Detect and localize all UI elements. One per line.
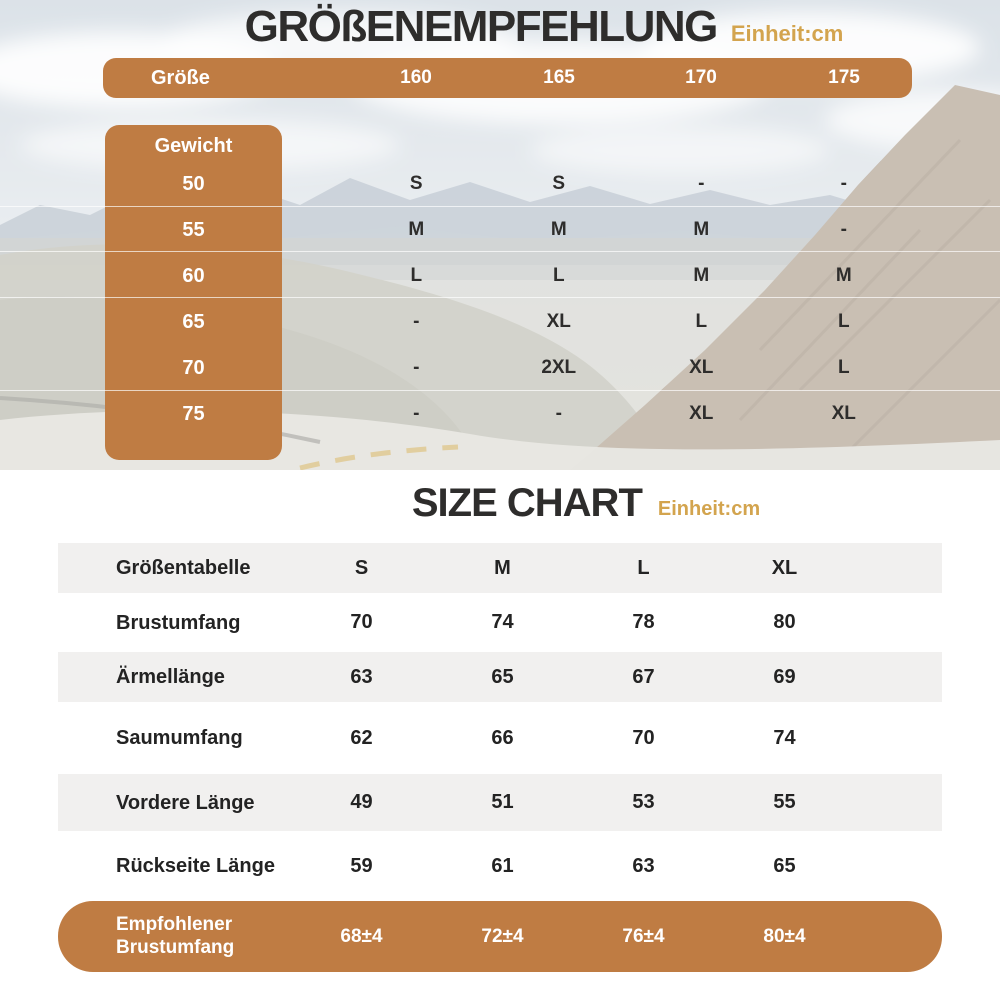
table-row	[58, 652, 942, 702]
row-value: 65	[491, 665, 514, 688]
height-value-160: 160	[400, 67, 432, 88]
row-value: 80	[773, 611, 796, 633]
row-value: 74	[491, 611, 514, 633]
size-cell: M	[408, 219, 425, 240]
row-value: 67	[632, 665, 655, 688]
height-value-170: 170	[685, 67, 717, 88]
size-chart-table	[58, 543, 942, 972]
size-cell: M	[693, 265, 710, 286]
row-value: 66	[491, 726, 514, 749]
height-value-165: 165	[543, 67, 575, 88]
size-chart-header	[86, 478, 1000, 528]
column-header: L	[637, 556, 650, 579]
column-header: M	[494, 556, 511, 579]
row-label: Saumumfang	[116, 727, 243, 749]
size-cell: L	[837, 357, 850, 378]
row-value: 72±4	[481, 925, 524, 947]
size-cell: -	[555, 403, 562, 424]
size-recommendation-header	[44, 2, 1000, 53]
row-value: 68±4	[340, 925, 383, 947]
row-label: Empfohlener Brustumfang	[116, 913, 235, 958]
size-cell: -	[840, 219, 847, 240]
row-value: 70	[632, 726, 655, 749]
row-value: 55	[773, 791, 796, 813]
row-value: 59	[350, 854, 373, 877]
row-value: 63	[350, 665, 373, 688]
row-value: 61	[491, 854, 514, 877]
table-row	[58, 774, 942, 831]
size-cell: -	[698, 173, 705, 194]
size-chart-title: SIZE CHART	[411, 481, 642, 525]
row-value: 70	[350, 611, 373, 633]
weight-value: 70	[182, 356, 205, 379]
size-cell: -	[413, 403, 420, 424]
row-value: 78	[632, 611, 655, 633]
size-cell: L	[695, 311, 708, 332]
row-label: Größentabelle	[116, 557, 251, 579]
weight-value: 60	[182, 264, 205, 287]
size-cell: M	[835, 265, 852, 286]
unit-label-bottom: Einheit:cm	[657, 497, 761, 520]
size-cell: M	[550, 219, 567, 240]
weight-label: Gewicht	[154, 134, 233, 157]
row-label: Brustumfang	[116, 611, 241, 634]
size-cell: M	[693, 219, 710, 240]
height-value-175: 175	[828, 67, 860, 88]
column-header: S	[354, 556, 369, 579]
size-cell: L	[410, 265, 423, 286]
size-matrix	[345, 161, 915, 437]
row-value: 62	[350, 726, 373, 749]
size-cell: -	[413, 357, 420, 378]
row-value: 63	[632, 854, 655, 877]
row-value: 76±4	[622, 925, 665, 947]
size-cell: XL	[831, 403, 856, 424]
table-header-row	[58, 543, 942, 593]
size-cell: XL	[689, 403, 714, 424]
weight-value: 55	[182, 218, 205, 241]
row-value: 53	[632, 791, 655, 813]
row-value: 80±4	[763, 925, 806, 947]
size-cell: S	[552, 173, 566, 194]
weight-value: 75	[182, 402, 205, 425]
recommended-chest-row	[58, 901, 942, 972]
row-value: 49	[350, 791, 373, 813]
row-value: 65	[773, 854, 796, 877]
height-header-bar	[103, 58, 912, 98]
table-row	[58, 702, 942, 774]
row-value: 69	[773, 665, 796, 688]
table-row	[58, 593, 942, 652]
size-cell: -	[413, 311, 420, 332]
size-recommendation-section	[0, 0, 1000, 470]
row-label: Ärmellänge	[116, 666, 225, 688]
table-row	[58, 831, 942, 901]
column-header: XL	[771, 556, 798, 579]
size-cell: S	[409, 173, 423, 194]
size-cell: L	[552, 265, 565, 286]
size-cell: XL	[546, 311, 571, 332]
row-value: 74	[773, 726, 796, 749]
weight-value: 50	[182, 172, 205, 195]
size-cell: -	[840, 173, 847, 194]
row-value: 51	[491, 791, 514, 813]
size-recommendation-title: GRÖßENEMPFEHLUNG	[244, 2, 717, 51]
row-label: Vordere Länge	[116, 791, 255, 814]
size-cell: 2XL	[541, 357, 577, 378]
row-label: Rückseite Länge	[116, 855, 275, 877]
size-cell: XL	[689, 357, 714, 378]
weight-value: 65	[182, 310, 205, 333]
weight-column	[105, 125, 282, 460]
unit-label-top: Einheit:cm	[730, 21, 844, 47]
size-cell: L	[837, 311, 850, 332]
height-label: Größe	[151, 66, 210, 89]
